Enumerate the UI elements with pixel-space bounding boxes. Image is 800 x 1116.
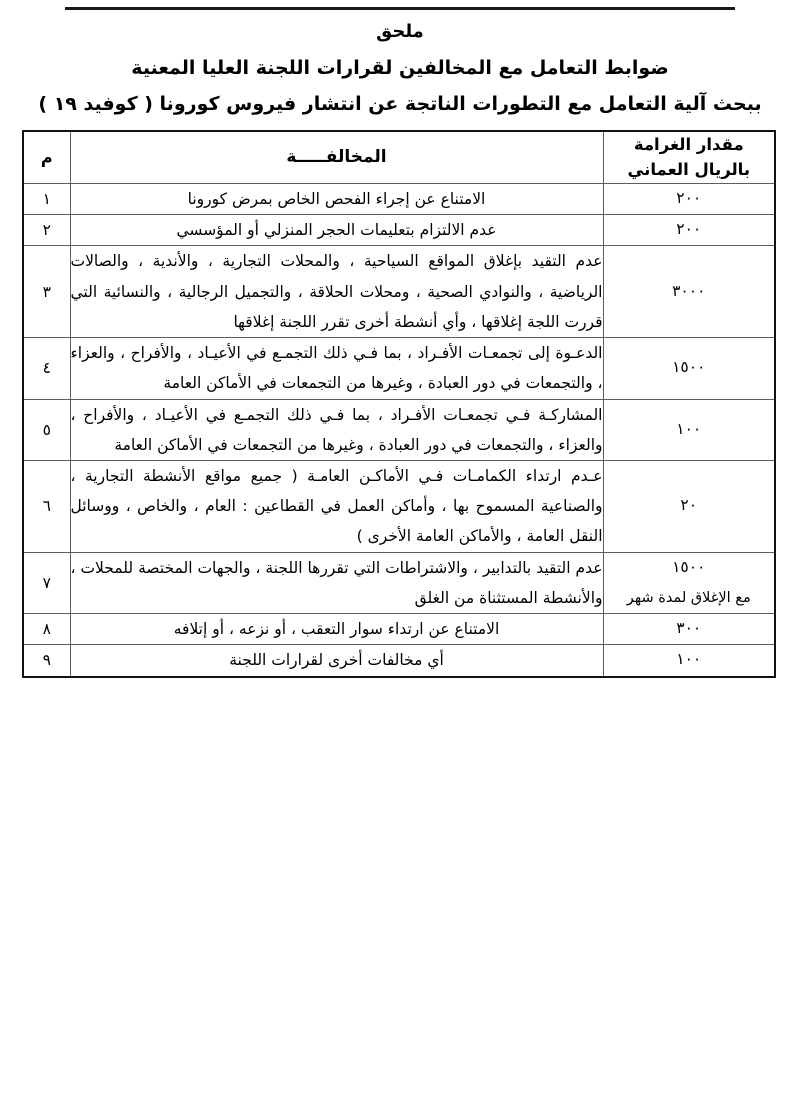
fine-value: ٢٠٠ [676, 189, 702, 208]
violations-fines-table [22, 130, 776, 678]
cell-row-number: ٩ [23, 645, 70, 677]
column-header-number: م [23, 131, 70, 184]
table-row [23, 246, 775, 338]
fine-value: ١٥٠٠ [672, 358, 706, 377]
table-row [23, 215, 775, 246]
cell-fine-amount [603, 338, 775, 399]
cell-fine-amount [603, 552, 775, 613]
document-page [0, 7, 800, 1116]
cell-violation: عدم التقيد بالتدابير ، والاشتراطات التي تقررها اللجنة ، والجهات المختصة للمحلات ، والأنشطة المستثناة من الغلق [70, 552, 603, 613]
table-row [23, 614, 775, 645]
cell-violation: الدعـوة إلى تجمعـات الأفـراد ، بما فـي ذلك التجمـع في الأعيـاد ، والأفراح ، والعزاء ، والتجمعات في دور العبادة ، وغيرها من التجمعات في الأماكن العامة [70, 338, 603, 399]
cell-fine-amount [603, 460, 775, 552]
cell-fine-amount [603, 246, 775, 338]
cell-violation: الامتناع عن إجراء الفحص الخاص بمرض كورونا [70, 184, 603, 215]
cell-row-number: ٤ [23, 338, 70, 399]
column-header-fine-line-1: مقدار الغرامة [633, 134, 744, 154]
document-heading [24, 10, 776, 120]
cell-fine-amount [603, 645, 775, 677]
fine-value: ٣٠٠ [676, 619, 702, 638]
fine-value: ١٥٠٠ [672, 558, 706, 577]
cell-row-number: ٨ [23, 614, 70, 645]
cell-violation: عـدم ارتداء الكمامـات فـي الأماكـن العامـة ( جميع مواقع الأنشطة التجارية ، والصناعية المسموح بها ، وأماكن العمل في القطاعين : العام ، والخاص ، ووسائل النقل العامة ، والأماكن العامة الأخرى ) [70, 460, 603, 552]
cell-row-number: ٣ [23, 246, 70, 338]
table-row [23, 399, 775, 460]
cell-row-number: ١ [23, 184, 70, 215]
fine-value: ٢٠٠ [676, 220, 702, 239]
fine-value: ٣٠٠٠ [672, 281, 706, 300]
cell-row-number: ٧ [23, 552, 70, 613]
table-row [23, 184, 775, 215]
cell-fine-amount [603, 215, 775, 246]
table-row [23, 552, 775, 613]
column-header-violation: المخالفـــــة [70, 131, 603, 184]
cell-violation: الامتناع عن ارتداء سوار التعقب ، أو نزعه ، أو إتلافه [70, 614, 603, 645]
cell-violation: أي مخالفات أخرى لقرارات اللجنة [70, 645, 603, 677]
cell-violation: عدم التقيد بإغلاق المواقع السياحية ، والمحلات التجارية ، والأندية ، والصالات الرياضية ، والنوادي الصحية ، ومحلات الحلاقة ، والتجميل الرجالية ، والنسائية التي قررت اللجة إغلاقها ، وأي أنشطة أخرى تقرر اللجنة إغلاقها [70, 246, 603, 338]
document-title-line-2: ببحث آلية التعامل مع التطورات الناتجة عن انتشار فيروس كورونا ( كوفيد ١٩ ) [38, 93, 762, 116]
cell-row-number: ٥ [23, 399, 70, 460]
column-header-fine-amount [603, 131, 775, 184]
document-title-line-1: ضوابط التعامل مع المخالفين لقرارات اللجنة العليا المعنية [131, 57, 669, 79]
cell-fine-amount [603, 614, 775, 645]
fine-value: ١٠٠ [676, 419, 702, 438]
table-row [23, 338, 775, 399]
cell-fine-amount [603, 184, 775, 215]
column-header-fine-line-2: بالريال العماني [627, 160, 751, 180]
fine-value: ٢٠ [680, 496, 698, 515]
fine-value: ١٠٠ [676, 650, 702, 669]
fine-note: مع الإغلاق لمدة شهر [626, 590, 751, 607]
cell-violation: المشاركـة فـي تجمعـات الأفـراد ، بما فـي ذلك التجمـع في الأعيـاد ، والأفراح ، والعزاء ، والتجمعات في دور العبادة ، وغيرها من التجمعات في الأماكن العامة [70, 399, 603, 460]
cell-row-number: ٦ [23, 460, 70, 552]
table-row [23, 460, 775, 552]
cell-row-number: ٢ [23, 215, 70, 246]
cell-fine-amount [603, 399, 775, 460]
table-row [23, 645, 775, 677]
table-header-row [23, 131, 775, 184]
cell-violation: عدم الالتزام بتعليمات الحجر المنزلي أو المؤسسي [70, 215, 603, 246]
appendix-label: ملحق [376, 21, 424, 42]
